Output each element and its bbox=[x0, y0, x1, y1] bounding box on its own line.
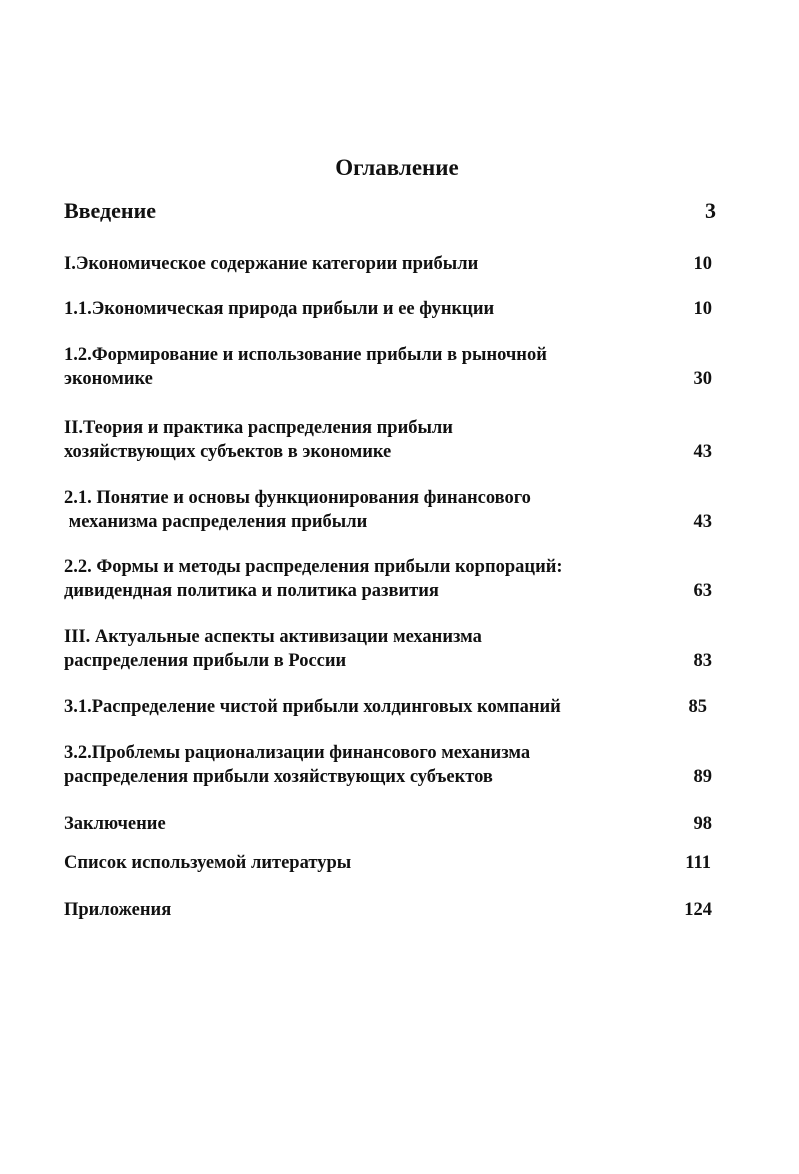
toc-entry-line: 3.2.Проблемы рационализации финансового механизма bbox=[64, 743, 531, 763]
toc-entry-line: 1.1.Экономическая природа прибыли и ее функции bbox=[64, 299, 495, 319]
toc-entry-line: III. Актуальные аспекты активизации механизма bbox=[64, 627, 482, 647]
toc-page-number: 43 bbox=[693, 512, 712, 532]
toc-entry-line: распределения прибыли хозяйствующих субъектов bbox=[64, 767, 493, 787]
toc-entry-appendices bbox=[64, 898, 712, 922]
toc-entry-line: Введение bbox=[64, 198, 157, 223]
toc-entry-line: II.Теория и практика распределения прибыли bbox=[64, 418, 453, 438]
toc-entry-line: 1.2.Формирование и использование прибыли в рыночной bbox=[64, 345, 547, 365]
toc-entry-chapter-3 bbox=[64, 625, 712, 673]
toc-entry-section-1-2 bbox=[64, 343, 712, 391]
toc-entry-line: 2.1. Понятие и основы функционирования финансового bbox=[64, 488, 531, 508]
toc-page-number: 85 bbox=[688, 697, 707, 717]
toc-entry-line: экономике bbox=[64, 369, 153, 389]
toc-page-number: 111 bbox=[685, 853, 711, 873]
toc-entry-section-3-2 bbox=[64, 741, 712, 789]
toc-entry-chapter-2 bbox=[64, 416, 712, 464]
toc-entry-bibliography bbox=[64, 851, 711, 875]
toc-page-number: 124 bbox=[684, 900, 712, 920]
toc-entry-line: Заключение bbox=[64, 814, 166, 834]
toc-entry-line: дивидендная политика и политика развития bbox=[64, 581, 439, 601]
toc-entry-section-1-1 bbox=[64, 297, 712, 321]
toc-entry-line: 2.2. Формы и методы распределения прибыли корпораций: bbox=[64, 557, 563, 577]
toc-entry-line: распределения прибыли в России bbox=[64, 651, 347, 671]
toc-page-number: 3 bbox=[705, 198, 716, 223]
toc-page-number: 10 bbox=[693, 299, 712, 319]
toc-page-number: 98 bbox=[693, 814, 712, 834]
toc-page-number: 89 bbox=[693, 767, 712, 787]
toc-entry-line: хозяйствующих субъектов в экономике bbox=[64, 442, 392, 462]
toc-entry-line: Приложения bbox=[64, 900, 172, 920]
toc-page-number: 10 bbox=[693, 254, 712, 274]
toc-page-number: 30 bbox=[693, 369, 712, 389]
page-title: Оглавление bbox=[335, 155, 459, 180]
toc-entry-introduction bbox=[64, 198, 716, 224]
toc-entry-section-3-1 bbox=[64, 695, 707, 719]
toc-entry-line: механизма распределения прибыли bbox=[64, 512, 368, 532]
toc-entry-line: Список используемой литературы bbox=[64, 853, 352, 873]
toc-page-number: 43 bbox=[693, 442, 712, 462]
toc-page-number: 63 bbox=[693, 581, 712, 601]
toc-entry-line: I.Экономическое содержание категории прибыли bbox=[64, 254, 479, 274]
toc-entry-section-2-2 bbox=[64, 555, 712, 603]
toc-entry-conclusion bbox=[64, 812, 712, 836]
toc-page-number: 83 bbox=[693, 651, 712, 671]
toc-entry-section-2-1 bbox=[64, 486, 712, 534]
toc-entry-chapter-1 bbox=[64, 252, 712, 276]
toc-entry-line: 3.1.Распределение чистой прибыли холдинговых компаний bbox=[64, 697, 561, 717]
